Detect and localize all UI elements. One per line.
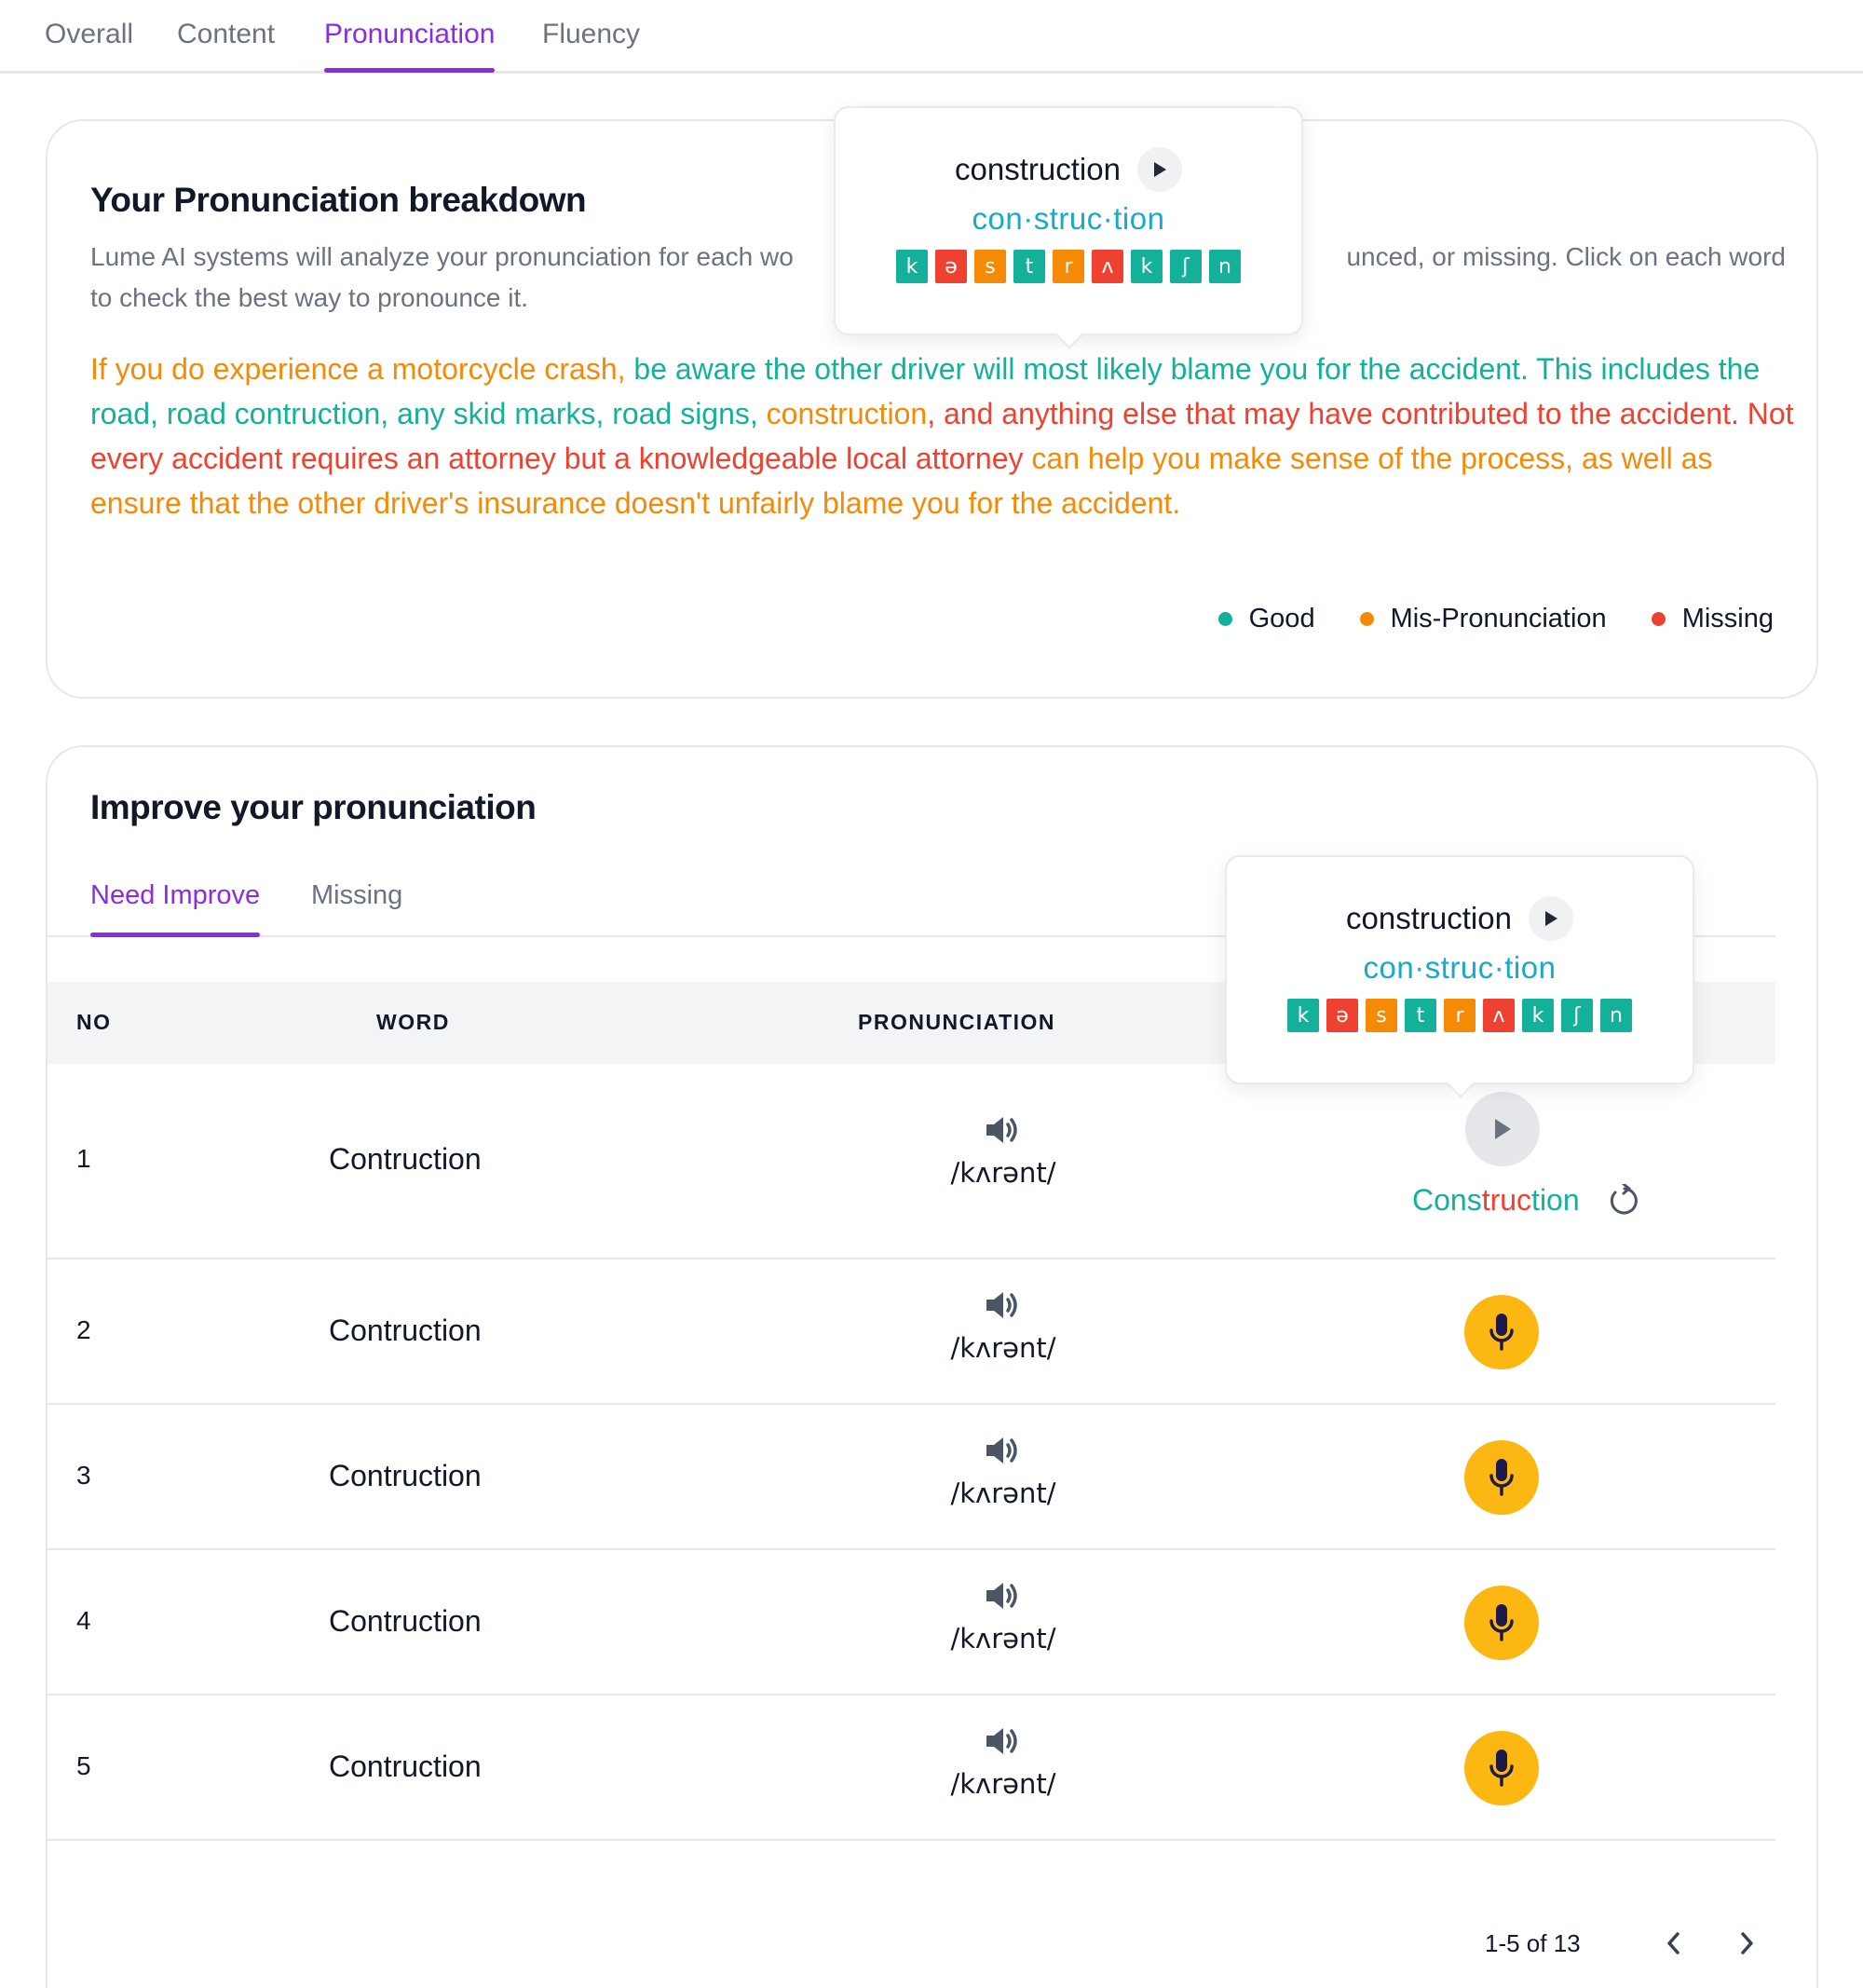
popup-word: construction (955, 152, 1121, 186)
row-number: 4 (76, 1606, 91, 1635)
tab-content[interactable]: Content (177, 19, 276, 49)
play-icon (1543, 910, 1558, 927)
legend-missing (1652, 604, 1774, 634)
phoneme-chip: t (1405, 999, 1436, 1032)
row-ipa: /kʌrənt/ (950, 1332, 1056, 1364)
tab-pronunciation[interactable]: Pronunciation (324, 19, 495, 73)
row-number: 3 (76, 1461, 91, 1490)
phoneme-chip: n (1600, 999, 1632, 1032)
phoneme-chip: s (974, 250, 1006, 283)
main-tabs (0, 0, 1863, 74)
passage-segment[interactable]: , and anything else that may have contributed to the accident. Not every accident requires an attorney but a knowledgeable local attorney (90, 397, 1794, 475)
table-row (48, 1260, 1775, 1405)
passage-segment[interactable]: can help you make sense of the process, as well as ensure that the other driver's insurance doesn't unfairly blame you for the accident. (90, 442, 1713, 520)
mis-dot-icon (1360, 612, 1374, 626)
popup-word: construction (1346, 901, 1512, 935)
play-icon (1152, 161, 1167, 178)
passage-segment[interactable]: If you do experience a motorcycle crash, (90, 352, 634, 386)
microphone-icon (1488, 1457, 1516, 1498)
phoneme-chip: ə (935, 250, 967, 283)
result-segment-good: tion (1531, 1183, 1580, 1217)
pagination (1485, 1925, 1765, 1962)
phoneme-chip: k (896, 250, 928, 283)
table-row (48, 1695, 1775, 1841)
phoneme-chip: r (1444, 999, 1475, 1032)
legend-good-label: Good (1248, 604, 1315, 633)
row-ipa: /kʌrənt/ (950, 1157, 1056, 1189)
play-audio-button[interactable] (1137, 147, 1182, 192)
record-button[interactable] (1464, 1295, 1539, 1369)
word-popup (1225, 855, 1694, 1084)
record-button[interactable] (1464, 1731, 1539, 1805)
recording-result (1412, 1183, 1641, 1218)
popup-syllables: con·struc·tion (972, 201, 1165, 236)
result-segment-good: Cons (1412, 1183, 1482, 1217)
word-popup (834, 106, 1303, 335)
phoneme-chip: ʌ (1092, 250, 1123, 283)
phoneme-chip: t (1013, 250, 1045, 283)
row-word: Contruction (329, 1459, 482, 1492)
table-row (48, 1550, 1775, 1695)
legend-mis-pronunciation (1360, 604, 1607, 634)
phoneme-chip: k (1522, 999, 1554, 1032)
result-segment-missing: truc (1481, 1183, 1532, 1217)
pronunciation-table (48, 982, 1775, 1841)
phoneme-row (836, 250, 1301, 283)
phoneme-chip: n (1209, 250, 1241, 283)
phoneme-chip: ʃ (1170, 250, 1202, 283)
row-ipa: /kʌrənt/ (950, 1768, 1056, 1800)
phoneme-chip: ʃ (1561, 999, 1593, 1032)
row-word: Contruction (329, 1604, 482, 1638)
description-text-line2: to check the best way to pronounce it. (90, 283, 529, 312)
speaker-icon[interactable] (985, 1725, 1022, 1757)
phoneme-chip: k (1131, 250, 1163, 283)
popup-word-row (836, 147, 1301, 192)
prev-page-button[interactable] (1655, 1925, 1693, 1962)
speaker-icon[interactable] (985, 1580, 1022, 1612)
retry-icon[interactable] (1608, 1184, 1641, 1218)
row-number: 2 (76, 1315, 91, 1344)
passage-word-construction[interactable]: construction (766, 397, 928, 430)
passage-segment[interactable]: be aware the other driver will most likely blame you for the accident. This includes the road, road contruction, any skid marks, road signs, (90, 352, 1761, 430)
row-pronunciation (910, 1435, 1096, 1509)
record-button[interactable] (1464, 1440, 1539, 1515)
speaker-icon[interactable] (985, 1114, 1022, 1146)
table-row (48, 1405, 1775, 1550)
popup-syllables: con·struc·tion (1363, 950, 1557, 985)
result-word (1412, 1183, 1580, 1218)
play-icon (1492, 1117, 1513, 1141)
pagination-range: 1-5 of 13 (1485, 1928, 1581, 1957)
row-word: Contruction (329, 1750, 482, 1783)
legend (1218, 604, 1774, 634)
record-button[interactable] (1464, 1586, 1539, 1660)
phoneme-row (1227, 999, 1693, 1032)
phoneme-chip: k (1287, 999, 1319, 1032)
play-audio-button[interactable] (1529, 896, 1573, 941)
description-text-right: unced, or missing. Click on each word (1346, 242, 1786, 271)
header-word: WORD (376, 1010, 450, 1034)
chevron-right-icon (1737, 1930, 1756, 1956)
row-pronunciation (910, 1580, 1096, 1654)
row-word: Contruction (329, 1142, 482, 1176)
next-page-button[interactable] (1728, 1925, 1765, 1962)
row-pronunciation (910, 1289, 1096, 1364)
microphone-icon (1488, 1602, 1516, 1643)
row-number: 5 (76, 1751, 91, 1780)
speaker-icon[interactable] (985, 1289, 1022, 1321)
phoneme-chip: s (1366, 999, 1397, 1032)
header-pronunciation: PRONUNCIATION (858, 1010, 1056, 1034)
tab-need-improve[interactable]: Need Improve (90, 880, 260, 937)
row-ipa: /kʌrənt/ (950, 1477, 1056, 1509)
row-pronunciation (910, 1725, 1096, 1800)
passage-text (90, 347, 1795, 525)
microphone-icon (1488, 1312, 1516, 1353)
row-word: Contruction (329, 1314, 482, 1347)
legend-good (1218, 604, 1315, 634)
header-no: NO (76, 1010, 112, 1034)
popup-word-row (1227, 896, 1693, 941)
chevron-left-icon (1665, 1930, 1683, 1956)
tab-missing[interactable]: Missing (311, 880, 403, 910)
breakdown-title: Your Pronunciation breakdown (90, 181, 587, 219)
table-row (48, 1064, 1775, 1260)
tab-fluency[interactable]: Fluency (542, 19, 641, 49)
legend-mis-label: Mis-Pronunciation (1390, 604, 1607, 633)
tab-overall[interactable]: Overall (45, 19, 134, 49)
legend-missing-label: Missing (1681, 604, 1774, 633)
microphone-icon (1488, 1748, 1516, 1789)
good-dot-icon (1218, 612, 1232, 626)
phoneme-chip: ʌ (1483, 999, 1515, 1032)
phoneme-chip: ə (1326, 999, 1358, 1032)
play-recording-button[interactable] (1465, 1092, 1540, 1166)
phoneme-chip: r (1053, 250, 1084, 283)
description-text-left: Lume AI systems will analyze your pronunciation for each wo (90, 242, 794, 271)
speaker-icon[interactable] (985, 1435, 1022, 1466)
row-ipa: /kʌrənt/ (950, 1623, 1056, 1654)
improve-title: Improve your pronunciation (90, 788, 537, 826)
missing-dot-icon (1652, 612, 1666, 626)
row-number: 1 (76, 1144, 91, 1173)
row-pronunciation (910, 1114, 1096, 1189)
